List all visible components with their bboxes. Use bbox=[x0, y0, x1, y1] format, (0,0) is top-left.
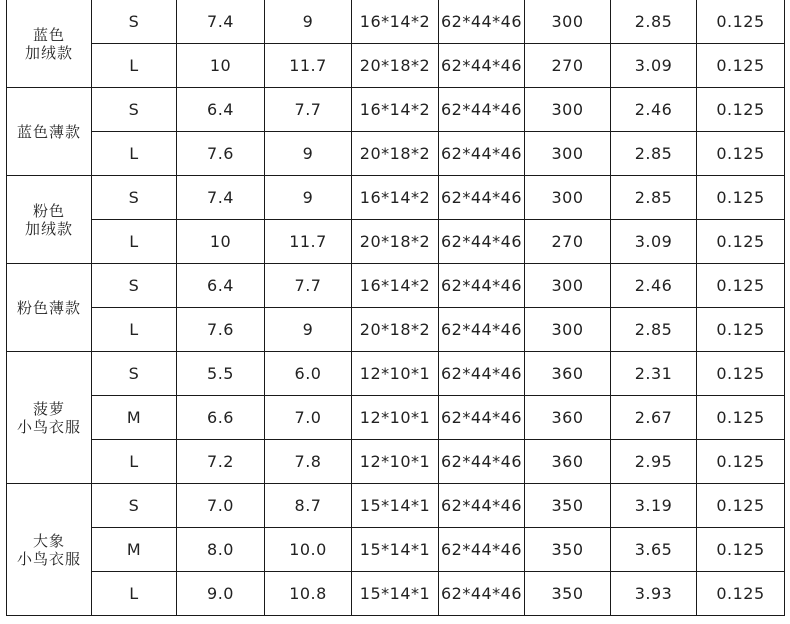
table-cell: 62*44*46 bbox=[439, 528, 525, 572]
table-row bbox=[7, 528, 785, 572]
product-group-name bbox=[7, 88, 92, 176]
table-cell: 7.8 bbox=[265, 440, 352, 484]
table-cell: M bbox=[92, 528, 177, 572]
table-cell: 62*44*46 bbox=[439, 572, 525, 616]
product-group-name-line: 粉色薄款 bbox=[16, 298, 81, 317]
table-cell: S bbox=[92, 88, 177, 132]
table-cell: 62*44*46 bbox=[439, 352, 525, 396]
table-row bbox=[7, 308, 785, 352]
table-cell: 15*14*1 bbox=[352, 484, 439, 528]
table-cell: 2.85 bbox=[611, 308, 697, 352]
table-cell: 2.95 bbox=[611, 440, 697, 484]
table-cell: L bbox=[92, 308, 177, 352]
table-cell: 0.125 bbox=[697, 220, 785, 264]
table-cell: 9.0 bbox=[177, 572, 265, 616]
table-cell: 0.125 bbox=[697, 572, 785, 616]
table-cell: 300 bbox=[525, 0, 611, 44]
table-cell: 2.85 bbox=[611, 0, 697, 44]
product-spec-table bbox=[6, 0, 785, 616]
table-cell: 12*10*1 bbox=[352, 440, 439, 484]
table-cell: 2.46 bbox=[611, 88, 697, 132]
table-cell: 16*14*2 bbox=[352, 0, 439, 44]
table-cell: 62*44*46 bbox=[439, 308, 525, 352]
table-cell: L bbox=[92, 572, 177, 616]
table-cell: 9 bbox=[265, 176, 352, 220]
table-cell: 9 bbox=[265, 308, 352, 352]
product-group-name-line: 小鸟衣服 bbox=[16, 417, 81, 436]
table-cell: M bbox=[92, 396, 177, 440]
table-cell: 7.0 bbox=[177, 484, 265, 528]
table-row bbox=[7, 572, 785, 616]
table-cell: 20*18*2 bbox=[352, 308, 439, 352]
table-cell: 2.85 bbox=[611, 132, 697, 176]
table-cell: 0.125 bbox=[697, 484, 785, 528]
product-group-name-line: 大象 bbox=[32, 531, 65, 550]
table-cell: 62*44*46 bbox=[439, 220, 525, 264]
product-spec-sheet bbox=[6, 0, 784, 616]
table-cell: 360 bbox=[525, 352, 611, 396]
table-cell: 10.0 bbox=[265, 528, 352, 572]
table-cell: 7.4 bbox=[177, 176, 265, 220]
product-group-name-line: 菠萝 bbox=[32, 399, 65, 418]
table-cell: 2.67 bbox=[611, 396, 697, 440]
product-group-name bbox=[7, 176, 92, 264]
table-cell: 300 bbox=[525, 264, 611, 308]
table-cell: 2.46 bbox=[611, 264, 697, 308]
table-cell: 62*44*46 bbox=[439, 132, 525, 176]
table-cell: 16*14*2 bbox=[352, 176, 439, 220]
table-cell: 15*14*1 bbox=[352, 528, 439, 572]
table-cell: 3.19 bbox=[611, 484, 697, 528]
table-cell: 6.4 bbox=[177, 264, 265, 308]
table-cell: 0.125 bbox=[697, 176, 785, 220]
table-cell: 7.6 bbox=[177, 308, 265, 352]
table-cell: 3.09 bbox=[611, 44, 697, 88]
table-cell: 20*18*2 bbox=[352, 44, 439, 88]
table-cell: 360 bbox=[525, 396, 611, 440]
table-cell: S bbox=[92, 264, 177, 308]
table-cell: 300 bbox=[525, 308, 611, 352]
table-cell: 0.125 bbox=[697, 440, 785, 484]
table-cell: 270 bbox=[525, 44, 611, 88]
table-cell: 62*44*46 bbox=[439, 88, 525, 132]
table-cell: 10 bbox=[177, 220, 265, 264]
table-cell: 350 bbox=[525, 484, 611, 528]
table-cell: 7.6 bbox=[177, 132, 265, 176]
table-cell: 8.7 bbox=[265, 484, 352, 528]
table-cell: 12*10*1 bbox=[352, 396, 439, 440]
table-cell: 0.125 bbox=[697, 132, 785, 176]
table-cell: 9 bbox=[265, 132, 352, 176]
table-cell: 9 bbox=[265, 0, 352, 44]
table-cell: 20*18*2 bbox=[352, 220, 439, 264]
table-cell: 300 bbox=[525, 176, 611, 220]
table-cell: 11.7 bbox=[265, 220, 352, 264]
table-cell: 12*10*1 bbox=[352, 352, 439, 396]
table-cell: 7.7 bbox=[265, 264, 352, 308]
table-cell: 300 bbox=[525, 132, 611, 176]
table-cell: 11.7 bbox=[265, 44, 352, 88]
table-cell: 0.125 bbox=[697, 264, 785, 308]
table-cell: 7.7 bbox=[265, 88, 352, 132]
table-cell: 8.0 bbox=[177, 528, 265, 572]
table-cell: 10 bbox=[177, 44, 265, 88]
product-group-name bbox=[7, 264, 92, 352]
table-cell: S bbox=[92, 0, 177, 44]
table-cell: 62*44*46 bbox=[439, 484, 525, 528]
table-cell: 0.125 bbox=[697, 0, 785, 44]
table-row bbox=[7, 396, 785, 440]
table-cell: 16*14*2 bbox=[352, 88, 439, 132]
table-row bbox=[7, 0, 785, 44]
table-cell: 0.125 bbox=[697, 396, 785, 440]
table-cell: 3.65 bbox=[611, 528, 697, 572]
table-cell: L bbox=[92, 44, 177, 88]
table-cell: 62*44*46 bbox=[439, 0, 525, 44]
product-group-name-line: 加绒款 bbox=[24, 43, 73, 62]
table-cell: 3.09 bbox=[611, 220, 697, 264]
table-cell: 62*44*46 bbox=[439, 264, 525, 308]
table-cell: 0.125 bbox=[697, 88, 785, 132]
table-cell: 0.125 bbox=[697, 44, 785, 88]
table-row bbox=[7, 176, 785, 220]
table-row bbox=[7, 132, 785, 176]
table-cell: 300 bbox=[525, 88, 611, 132]
table-row bbox=[7, 220, 785, 264]
table-cell: S bbox=[92, 484, 177, 528]
table-cell: 7.0 bbox=[265, 396, 352, 440]
table-row bbox=[7, 264, 785, 308]
table-cell: 2.31 bbox=[611, 352, 697, 396]
product-group-name-line: 蓝色 bbox=[32, 25, 65, 44]
table-row bbox=[7, 484, 785, 528]
spec-table-body bbox=[7, 0, 785, 616]
table-row bbox=[7, 44, 785, 88]
table-cell: 0.125 bbox=[697, 352, 785, 396]
table-cell: 5.5 bbox=[177, 352, 265, 396]
table-cell: S bbox=[92, 176, 177, 220]
table-cell: 20*18*2 bbox=[352, 132, 439, 176]
table-cell: 10.8 bbox=[265, 572, 352, 616]
table-cell: 15*14*1 bbox=[352, 572, 439, 616]
table-cell: L bbox=[92, 220, 177, 264]
product-group-name bbox=[7, 352, 92, 484]
product-group-name-line: 加绒款 bbox=[24, 219, 73, 238]
table-cell: 360 bbox=[525, 440, 611, 484]
table-cell: 62*44*46 bbox=[439, 176, 525, 220]
table-cell: S bbox=[92, 352, 177, 396]
table-cell: 0.125 bbox=[697, 308, 785, 352]
table-cell: 350 bbox=[525, 572, 611, 616]
product-group-name-line: 蓝色薄款 bbox=[16, 122, 81, 141]
table-cell: 62*44*46 bbox=[439, 440, 525, 484]
table-row bbox=[7, 440, 785, 484]
table-cell: 270 bbox=[525, 220, 611, 264]
product-group-name-line: 小鸟衣服 bbox=[16, 549, 81, 568]
table-cell: 62*44*46 bbox=[439, 396, 525, 440]
table-cell: 7.4 bbox=[177, 0, 265, 44]
table-cell: L bbox=[92, 440, 177, 484]
table-cell: 62*44*46 bbox=[439, 44, 525, 88]
table-cell: 2.85 bbox=[611, 176, 697, 220]
product-group-name bbox=[7, 0, 92, 88]
table-cell: 6.4 bbox=[177, 88, 265, 132]
table-cell: 6.0 bbox=[265, 352, 352, 396]
table-cell: 3.93 bbox=[611, 572, 697, 616]
table-cell: 16*14*2 bbox=[352, 264, 439, 308]
table-cell: L bbox=[92, 132, 177, 176]
table-row bbox=[7, 352, 785, 396]
product-group-name-line: 粉色 bbox=[32, 201, 65, 220]
table-cell: 350 bbox=[525, 528, 611, 572]
table-row bbox=[7, 88, 785, 132]
table-cell: 0.125 bbox=[697, 528, 785, 572]
table-cell: 7.2 bbox=[177, 440, 265, 484]
product-group-name bbox=[7, 484, 92, 616]
table-cell: 6.6 bbox=[177, 396, 265, 440]
